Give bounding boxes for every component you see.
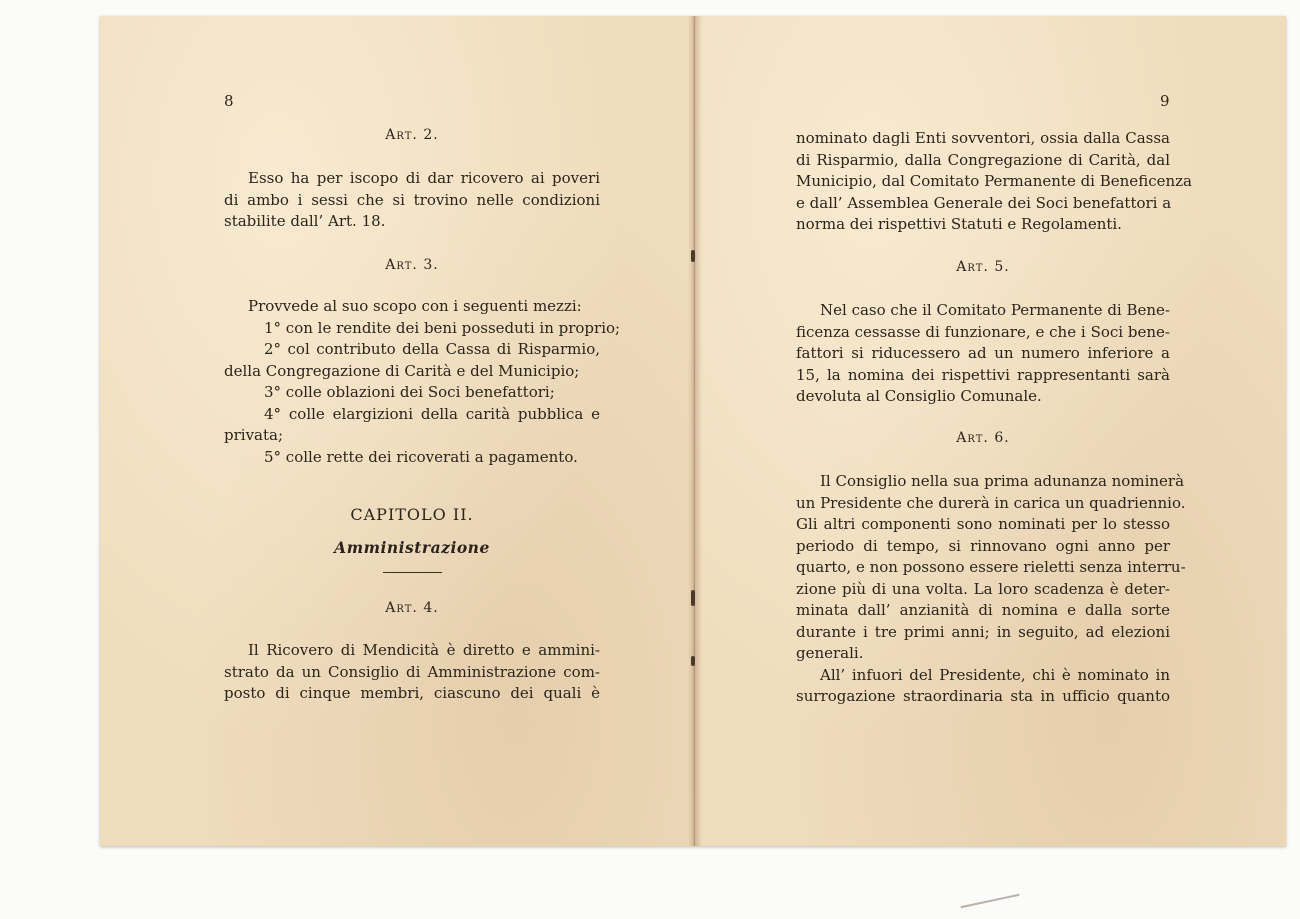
chapter-divider	[383, 572, 442, 573]
text-line: Provvede al suo scopo con i seguenti mezzi:	[248, 297, 582, 315]
binding-staple-bottom	[691, 656, 695, 666]
text-line: di Risparmio, dalla Congregazione di Carità, dal	[796, 150, 1170, 169]
text-line: Municipio, dal Comitato Permanente di Beneficenza	[796, 172, 1192, 190]
text-line: della Congregazione di Carità e del Municipio;	[224, 361, 580, 380]
text-line: 4° colle elargizioni della carità pubblica e	[264, 404, 600, 423]
text-line: quarto, e non possono essere rieletti senza interru-	[796, 558, 1186, 576]
text-line: e dall’ Assemblea Generale dei Soci benefattori a	[796, 193, 1172, 212]
text-line: durante i tre primi anni; in seguito, ad elezioni	[796, 622, 1170, 641]
text-line: Gli altri componenti sono nominati per lo stesso	[796, 515, 1170, 533]
article-body	[796, 300, 1170, 408]
text-line: 1° con le rendite dei beni posseduti in proprio;	[264, 318, 621, 337]
text-line: nominato dagli Enti sovventori, ossia dalla Cassa	[796, 129, 1170, 147]
text-line: devoluta al Consiglio Comunale.	[796, 387, 1042, 405]
binding-staple-middle	[691, 590, 695, 606]
text-line: di ambo i sessi che si trovino nelle condizioni	[224, 190, 600, 209]
text-line: strato da un Consiglio di Amministrazione com-	[224, 662, 600, 681]
text-line: minata dall’ anzianità di nomina e dalla sorte	[796, 601, 1170, 619]
article-heading: Art. 3.	[385, 257, 439, 273]
article-body	[224, 296, 621, 468]
text-line: 5° colle rette dei ricoverati a pagamento.	[264, 447, 578, 466]
text-line: All’ infuori del Presidente, chi è nominato in	[820, 665, 1170, 684]
article-heading: Art. 2.	[385, 127, 439, 143]
chapter-subtitle: Amministrazione	[334, 538, 490, 557]
book-spine	[688, 16, 702, 846]
text-line: posto di cinque membri, ciascuno dei quali è	[224, 684, 600, 702]
text-line: Nel caso che il Comitato Permanente di Bene-	[820, 301, 1170, 319]
article-body	[796, 128, 1192, 236]
text-line: ficenza cessasse di funzionare, e che i Soci bene-	[796, 322, 1170, 341]
page-number-right: 9	[1160, 92, 1170, 110]
article-heading: Art. 5.	[956, 259, 1010, 275]
text-line: fattori si riducessero ad un numero inferiore a	[796, 344, 1170, 362]
article-body	[224, 168, 600, 233]
article-heading: Art. 6.	[956, 430, 1010, 446]
page-number-left: 8	[224, 92, 234, 110]
text-line: norma dei rispettivi Statuti e Regolamenti.	[796, 215, 1122, 233]
text-line: generali.	[796, 644, 864, 662]
text-line: 15, la nomina dei rispettivi rappresentanti sarà	[796, 365, 1170, 384]
text-line: un Presidente che durerà in carica un quadriennio.	[796, 493, 1186, 512]
text-line: stabilite dall’ Art. 18.	[224, 212, 386, 230]
text-line: Esso ha per iscopo di dar ricovero ai poveri	[248, 169, 600, 187]
binding-staple-top	[691, 250, 695, 262]
text-line: privata;	[224, 426, 284, 444]
article-body	[224, 640, 600, 705]
text-line: zione più di una volta. La loro scadenza è deter-	[796, 579, 1170, 598]
text-line: periodo di tempo, si rinnovano ogni anno per	[796, 536, 1170, 555]
text-line: Il Consiglio nella sua prima adunanza nominerà	[820, 472, 1185, 490]
article-heading: Art. 4.	[385, 600, 439, 616]
text-line: Il Ricovero di Mendicità è diretto e ammini-	[248, 641, 600, 659]
text-line: 3° colle oblazioni dei Soci benefattori;	[264, 383, 555, 401]
article-body	[796, 471, 1186, 708]
text-line: surrogazione straordinaria sta in ufficio quanto	[796, 687, 1170, 705]
scan-smudge	[960, 894, 1019, 908]
chapter-title: CAPITOLO II.	[350, 505, 474, 524]
text-line: 2° col contributo della Cassa di Risparmio,	[264, 340, 600, 358]
